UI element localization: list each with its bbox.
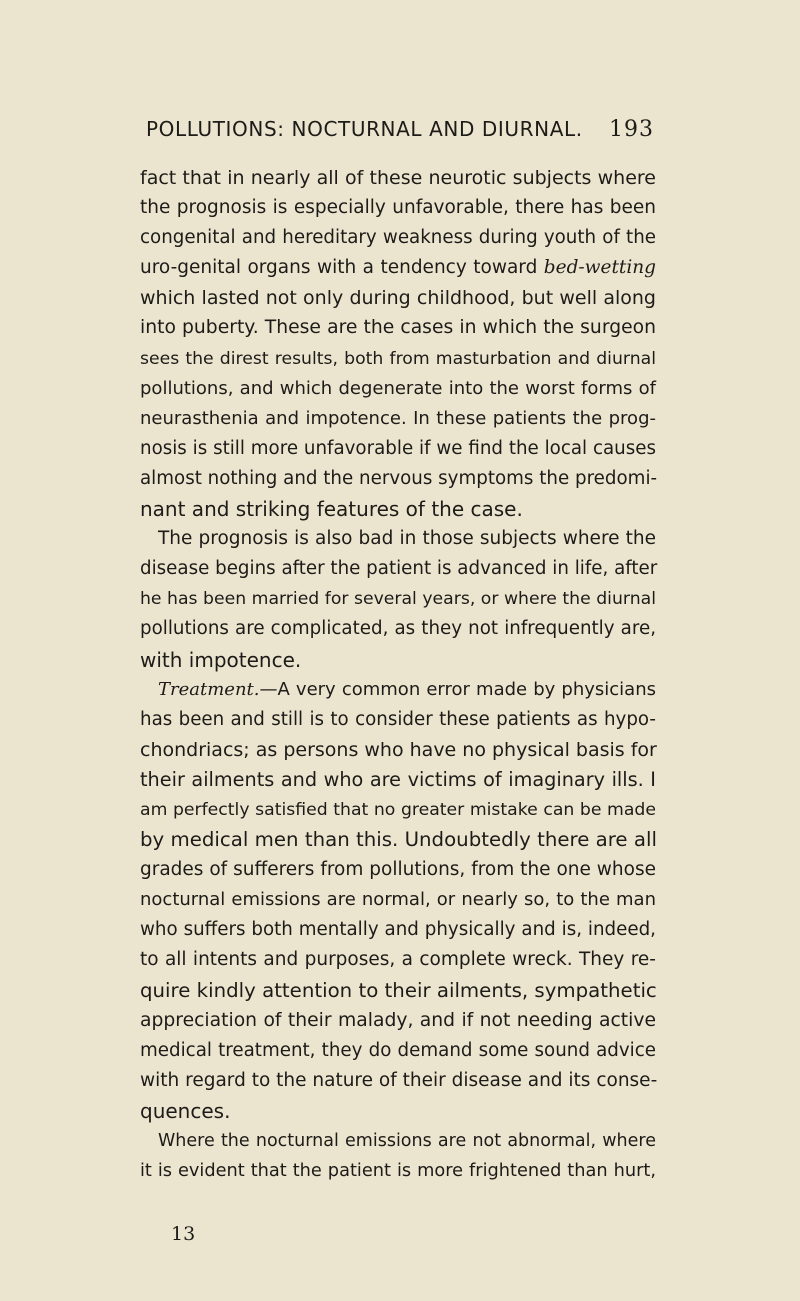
- text-line: to all intents and purposes, a complete wreck. They re-: [140, 949, 656, 971]
- text-line: which lasted not only during childhood, but well along: [140, 287, 656, 310]
- text-line: fact that in nearly all of these neurotic subjects where: [140, 167, 656, 189]
- text-line: [140, 253, 656, 283]
- italic-heading-treatment: Treatment.: [158, 678, 260, 700]
- text-line: neurasthenia and impotence. In these patients the prog-: [140, 407, 656, 429]
- running-header: [146, 117, 654, 149]
- text-line: quire kindly attention to their ailments, sympathetic: [140, 978, 657, 1002]
- text-line: he has been married for several years, or where the diurnal: [140, 589, 656, 610]
- text-line: The prognosis is also bad in those subjects where the: [158, 528, 656, 550]
- text-line: their ailments and who are victims of imaginary ills. I: [140, 767, 656, 791]
- text-line: it is evident that the patient is more frightened than hurt,: [140, 1161, 656, 1182]
- text-line: appreciation of their malady, and if not needing active: [140, 1009, 656, 1031]
- text-line: medical treatment, they do demand some sound advice: [140, 1039, 656, 1061]
- text-line: nant and striking features of the case.: [140, 497, 523, 522]
- text-line: nocturnal emissions are normal, or nearly so, to the man: [140, 889, 656, 911]
- text-line: congenital and hereditary weakness during youth of the: [140, 227, 656, 249]
- text-line: by medical men than this. Undoubtedly there are all: [140, 828, 657, 852]
- text-line: with impotence.: [140, 647, 302, 672]
- text-line: grades of sufferers from pollutions, from the one whose: [140, 859, 656, 881]
- text-line: with regard to the nature of their disease and its conse-: [140, 1069, 658, 1091]
- text-line: pollutions, and which degenerate into the worst forms of: [140, 377, 656, 399]
- text-line: nosis is still more unfavorable if we find the local causes: [140, 437, 656, 459]
- text-segment: —A very common error made by physicians: [259, 678, 656, 700]
- text-line: Where the nocturnal emissions are not abnormal, where: [158, 1131, 656, 1151]
- text-line: chondriacs; as persons who have no physical basis for: [140, 738, 657, 761]
- italic-term-bed-wetting: bed-wetting: [543, 257, 656, 279]
- text-line: am perfectly satisfied that no greater mistake can be made: [140, 799, 656, 820]
- printer-signature-mark: 13: [171, 1223, 196, 1245]
- text-line: quences.: [140, 1098, 231, 1123]
- page-number: 193: [609, 117, 654, 142]
- body-text: [140, 163, 656, 1186]
- text-line: has been and still is to consider these patients as hypo-: [140, 708, 656, 730]
- text-line: the prognosis is especially unfavorable, there has been: [140, 197, 656, 219]
- header-title: POLLUTIONS: NOCTURNAL AND DIURNAL.: [146, 117, 583, 141]
- text-line: sees the direst results, both from masturbation and diurnal: [140, 348, 656, 369]
- text-line: almost nothing and the nervous symptoms the predomi-: [140, 467, 658, 489]
- text-line: pollutions are complicated, as they not infrequently are,: [140, 618, 656, 640]
- text-line: disease begins after the patient is advanced in life, after: [140, 558, 658, 580]
- text-segment: uro-genital organs with a tendency toward: [140, 257, 544, 279]
- text-line-treatment: [140, 675, 656, 705]
- text-line: into puberty. These are the cases in which the surgeon: [140, 317, 656, 339]
- text-line: who suffers both mentally and physically and is, indeed,: [140, 919, 656, 941]
